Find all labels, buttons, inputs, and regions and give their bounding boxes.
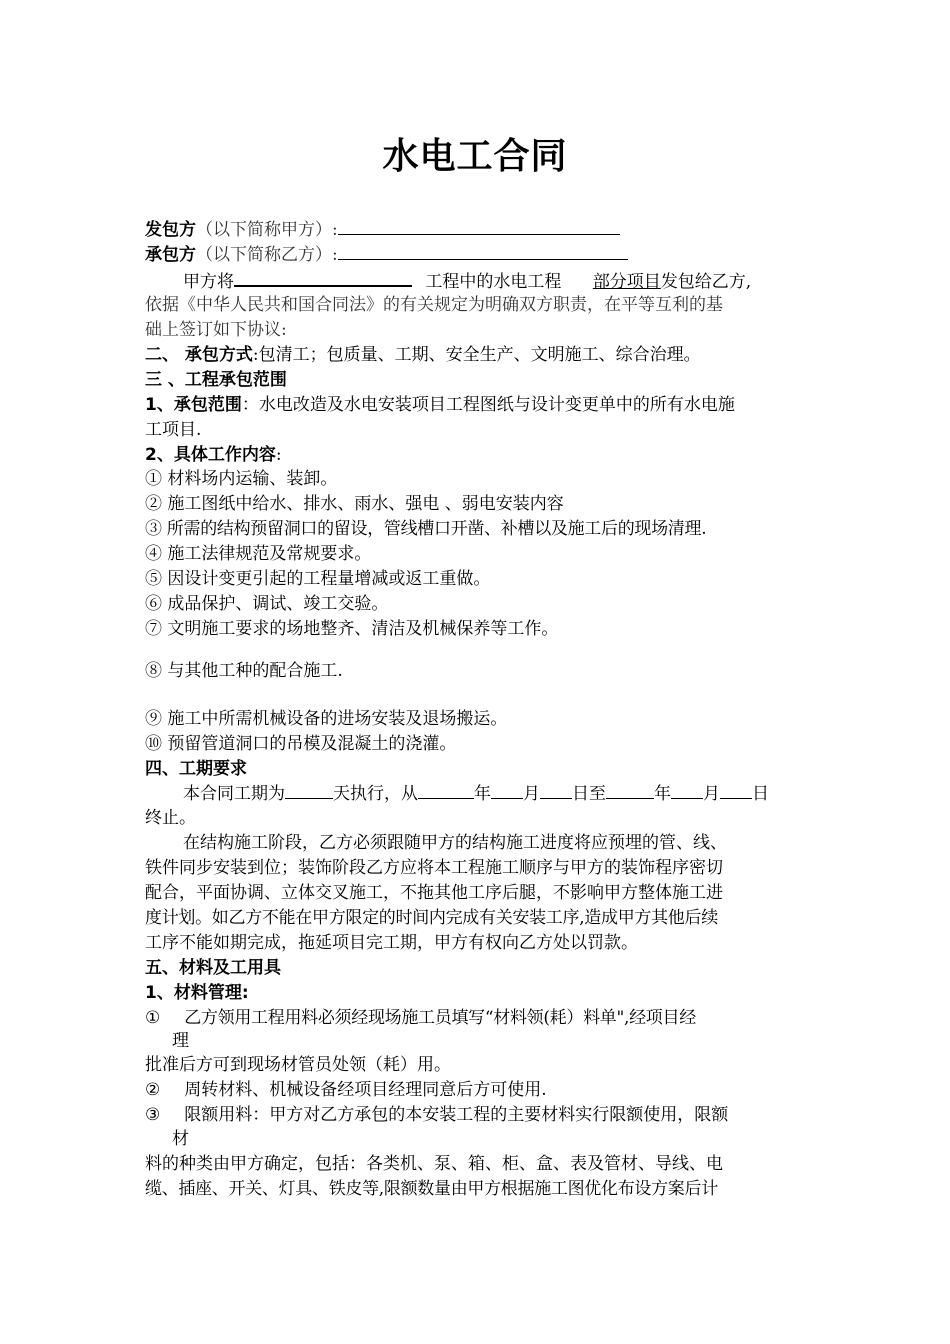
scope-line-cont: 工项目. — [145, 420, 202, 440]
work-item: ⑦ 文明施工要求的场地整齐、清洁及机械保养等工作。 — [145, 619, 559, 639]
work-item: ⑩ 预留管道洞口的吊模及混凝土的浇灌。 — [145, 734, 457, 754]
material-item-1-text: 乙方领用工程用料必须经现场施工员填写“材料领(耗）料单",经项目经 — [184, 1008, 696, 1028]
section-4-heading — [145, 757, 247, 781]
end-month-blank — [671, 781, 703, 799]
work-item: ⑨ 施工中所需机械设备的进场安装及退场搬运。 — [145, 709, 508, 729]
period-end: 终止。 — [145, 808, 196, 828]
end-day-blank — [720, 781, 752, 799]
material-item-3-cont2: 缆、插座、开关、灯具、铁皮等,限额数量由甲方根据施工图优化布设方案后计 — [145, 1179, 718, 1199]
end-year-blank — [606, 781, 654, 799]
section-5-heading — [145, 956, 281, 980]
work-heading: 2、具体工作内容 — [145, 445, 276, 465]
section-3-heading — [145, 368, 287, 392]
section-2-heading: 二、 承包方式 — [145, 345, 253, 365]
material-item-3-wrap: 材 — [172, 1129, 189, 1149]
material-mgmt-heading — [145, 981, 249, 1005]
start-month-blank — [491, 781, 523, 799]
material-item-1 — [145, 1006, 696, 1030]
party-a-blank — [338, 217, 620, 235]
party-a-line — [145, 217, 620, 242]
work-heading-line — [145, 443, 282, 467]
material-item-3-cont: 料的种类由甲方确定，包括：各类机、泵、箱、柜、盒、表及管材、导线、电 — [145, 1154, 723, 1174]
scope-line — [145, 393, 735, 417]
party-b-blank — [338, 242, 628, 260]
material-item-2 — [145, 1078, 547, 1102]
intro-line-3: 础上签订如下协议: — [145, 320, 287, 340]
work-item: ② 施工图纸中给水、排水、雨水、强电 、弱电安装内容 — [145, 494, 564, 514]
section-4-heading-text: 四、工期要求 — [145, 759, 247, 779]
period-para-line: 度计划。如乙方不能在甲方限定的时间内完成有关安装工序,造成甲方其他后续 — [145, 908, 718, 928]
period-para-line: 铁件同步安装到位；装饰阶段乙方应将本工程施工顺序与甲方的装饰程序密切 — [145, 858, 723, 878]
intro-line-2: 依据《中华人民共和国合同法》的有关规定为明确双方职责，在平等互利的基 — [145, 295, 723, 315]
project-name-blank — [234, 268, 412, 287]
section-3-heading-text: 三 、工程承包范围 — [145, 370, 287, 390]
material-item-2-text: 周转材料、机械设备经项目经理同意后方可使用. — [184, 1080, 547, 1100]
intro-text-3: 发包给乙方, — [660, 272, 752, 292]
month-text: 月 — [523, 784, 540, 804]
period-text-2: 天执行，从 — [333, 784, 418, 804]
work-item: ⑧ 与其他工种的配合施工. — [145, 661, 343, 681]
intro-text-2: 工程中的水电工程 — [425, 272, 562, 292]
period-line — [183, 781, 769, 806]
days-blank — [285, 781, 333, 799]
month-text-2: 月 — [703, 784, 720, 804]
work-item: ⑤ 因设计变更引起的工程量增减或返工重做。 — [145, 569, 491, 589]
work-heading-colon: : — [275, 445, 282, 465]
material-mgmt-heading-text: 1、材料管理: — [145, 983, 249, 1003]
material-item-1-cont: 批准后方可到现场材管员处领（耗）用。 — [145, 1055, 451, 1075]
party-b-label: 承包方 — [145, 245, 196, 265]
work-item: ③ 所需的结构预留洞口的留设，管线槽口开凿、补槽以及施工后的现场清理. — [145, 519, 707, 539]
party-b-line — [145, 242, 628, 267]
year-text-2: 年 — [654, 784, 671, 804]
material-item-1-wrap: 理 — [172, 1031, 189, 1051]
period-para-line: 配合，平面协调、立体交叉施工，不拖其他工序后腿，不影响甲方整体施工进 — [145, 883, 723, 903]
scope-text: ：水电改造及水电安装项目工程图纸与设计变更单中的所有水电施 — [241, 395, 735, 415]
material-item-3-num: ③ — [145, 1105, 161, 1125]
day-text-2: 日 — [752, 784, 769, 804]
section-5-heading-text: 五、材料及工用具 — [145, 958, 281, 978]
period-text-1: 本合同工期为 — [183, 784, 285, 804]
day-to-text: 日至 — [572, 784, 606, 804]
section-2-text: :包清工；包质量、工期、安全生产、文明施工、综合治理。 — [252, 345, 701, 365]
intro-line-1 — [183, 268, 751, 294]
period-para-line: 在结构施工阶段，乙方必须跟随甲方的结构施工进度将应预埋的管、线、 — [183, 833, 727, 853]
material-item-3-text: 限额用料：甲方对乙方承包的本安装工程的主要材料实行限额使用，限额 — [184, 1105, 729, 1125]
scope-label: 1、承包范围 — [145, 395, 242, 415]
material-item-3 — [145, 1103, 728, 1127]
start-year-blank — [418, 781, 474, 799]
work-item: ⑥ 成品保护、调试、竣工交验。 — [145, 594, 389, 614]
intro-text-1: 甲方将 — [183, 272, 234, 292]
party-b-text: （以下简称乙方）: — [196, 245, 338, 265]
partial-project-underlined: 部分项目 — [592, 272, 661, 292]
work-item: ① 材料场内运输、装卸。 — [145, 469, 338, 489]
start-day-blank — [540, 781, 572, 799]
material-item-1-num: ① — [145, 1008, 161, 1028]
document-title: 水电工合同 — [382, 136, 568, 177]
work-item: ④ 施工法律规范及常规要求。 — [145, 544, 372, 564]
section-2-line — [145, 343, 701, 367]
party-a-text: （以下简称甲方）: — [196, 220, 338, 240]
period-para-line: 工序不能如期完成，拖延项目完工期，甲方有权向乙方处以罚款。 — [145, 933, 638, 953]
year-text: 年 — [474, 784, 491, 804]
material-item-2-num: ② — [145, 1080, 161, 1100]
party-a-label: 发包方 — [145, 220, 196, 240]
